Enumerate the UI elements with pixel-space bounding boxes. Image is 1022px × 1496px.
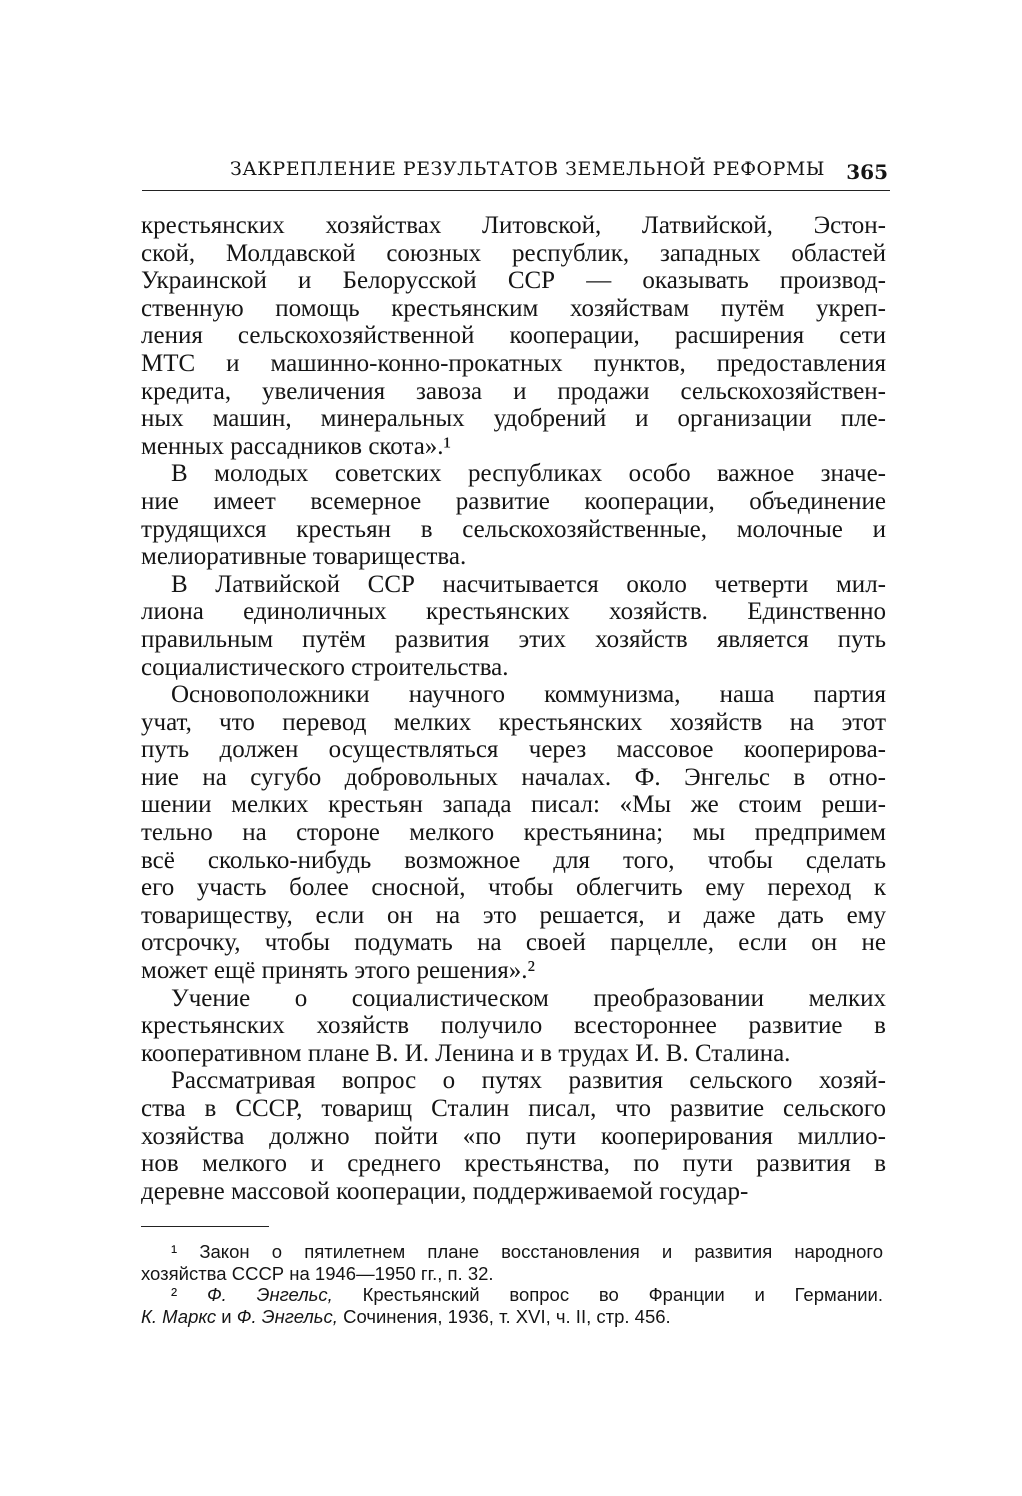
- text-line: кредита, увеличения завоза и продажи сельскохозяйствен-: [141, 377, 886, 405]
- page-number: 365: [846, 160, 888, 184]
- text-line: Украинской и Белорусской ССР — оказывать производ-: [141, 267, 886, 295]
- text-line: всё сколько-нибудь возможное для того, чтобы сделать: [141, 846, 886, 874]
- text-line: ных машин, минеральных удобрений и организации пле-: [141, 405, 886, 433]
- text-line: ской, Молдавской союзных республик, западных областей: [141, 239, 886, 267]
- footnotes: [141, 1241, 883, 1327]
- footnote-2-text-1: Крестьянский вопрос во Франции и Германии.: [362, 1284, 883, 1305]
- footnote-rule: [141, 1226, 269, 1227]
- text-line: правильным путём развития этих хозяйств является путь: [141, 625, 886, 653]
- text-line: путь должен осуществляться через массовое кооперирова-: [141, 736, 886, 764]
- text-line: деревне массовой кооперации, поддерживаемой государ-: [141, 1177, 749, 1205]
- footnote-2-and: и: [221, 1305, 232, 1327]
- footnote-2-line-2: [141, 1306, 883, 1328]
- paragraph: [141, 571, 886, 681]
- paragraph: [141, 681, 886, 985]
- text-line: ние имеет всемерное развитие кооперации, объединение: [141, 487, 886, 515]
- running-title: ЗАКРЕПЛЕНИЕ РЕЗУЛЬТАТОВ ЗЕМЕЛЬНОЙ РЕФОРМЫ: [230, 158, 825, 180]
- text-line: Учение о социалистическом преобразовании мелких: [171, 984, 886, 1012]
- text-line: кооперативном плане В. И. Ленина и в трудах И. В. Сталина.: [141, 1039, 791, 1067]
- text-line: Основоположники научного коммунизма, наша партия: [171, 681, 886, 709]
- footnote-1-text-1: Закон о пятилетнем плане восстановления и развития народного: [199, 1241, 883, 1262]
- text-line: крестьянских хозяйствах Литовской, Латвийской, Эстон-: [141, 212, 886, 239]
- footnote-1-marker: ¹: [171, 1241, 178, 1262]
- text-line: тельно на стороне мелкого крестьянина; мы предпримем: [141, 819, 886, 847]
- text-line: Рассматривая вопрос о путях развития сельского хозяй-: [171, 1067, 886, 1095]
- footnote-2-author-1: Ф. Энгельс,: [206, 1284, 333, 1305]
- text-line: ления сельскохозяйственной кооперации, расширения сети: [141, 322, 886, 350]
- footnote-2-author-2: К. Маркс: [141, 1305, 217, 1327]
- footnote-2-text-2: Сочинения, 1936, т. XVI, ч. II, стр. 456.: [343, 1305, 671, 1327]
- text-line: ственную помощь крестьянским хозяйствам путём укреп-: [141, 294, 886, 322]
- text-line: шении мелких крестьян запада писал: «Мы же стоим реши-: [141, 791, 886, 819]
- paragraph: [141, 1067, 886, 1205]
- footnote-2-line-1: [141, 1284, 883, 1306]
- text-line: отсрочку, чтобы подумать на своей парцелле, если он не: [141, 929, 886, 957]
- text-line: трудящихся крестьян в сельскохозяйственные, молочные и: [141, 515, 886, 543]
- text-line: В Латвийской ССР насчитывается около четверти мил-: [171, 570, 886, 598]
- text-line: менных рассадников скота».¹: [141, 432, 452, 460]
- text-line: учат, что перевод мелких крестьянских хозяйств на этот: [141, 708, 886, 736]
- text-line: нов мелкого и среднего крестьянства, по пути развития в: [141, 1150, 886, 1178]
- running-head: [148, 158, 888, 190]
- text-line: может ещё принять этого решения».²: [141, 957, 535, 985]
- text-line: хозяйства должно пойти «по пути кооперирования миллио-: [141, 1122, 886, 1150]
- text-line: ства в СССР, товарищ Сталин писал, что развитие сельского: [141, 1095, 886, 1122]
- paragraph: [141, 460, 886, 570]
- header-rule: [142, 190, 890, 191]
- text-line: МТС и машинно-конно-прокатных пунктов, предоставления: [141, 349, 886, 377]
- text-line: ние на сугубо добровольных началах. Ф. Энгельс в отно-: [141, 763, 886, 791]
- main-text: [141, 212, 886, 1205]
- text-line: В молодых советских республиках особо важное значе-: [171, 460, 886, 488]
- text-line: социалистического строительства.: [141, 653, 509, 681]
- text-line: мелиоративные товарищества.: [141, 543, 467, 571]
- text-line: лиона единоличных крестьянских хозяйств. Единственно: [141, 598, 886, 626]
- text-line: крестьянских хозяйств получило всестороннее развитие в: [141, 1012, 886, 1040]
- footnote-1-line-1: [141, 1241, 883, 1263]
- paragraph: [141, 212, 886, 460]
- text-line: его участь более сносной, чтобы облегчить ему переход к: [141, 874, 886, 902]
- footnote-1-line-2: хозяйства СССР на 1946—1950 гг., п. 32.: [141, 1262, 494, 1284]
- footnote-2-author-3: Ф. Энгельс,: [236, 1305, 338, 1327]
- text-line: товариществу, если он на это решается, и даже дать ему: [141, 901, 886, 929]
- paragraph: [141, 985, 886, 1068]
- footnote-2-marker: ²: [171, 1284, 178, 1305]
